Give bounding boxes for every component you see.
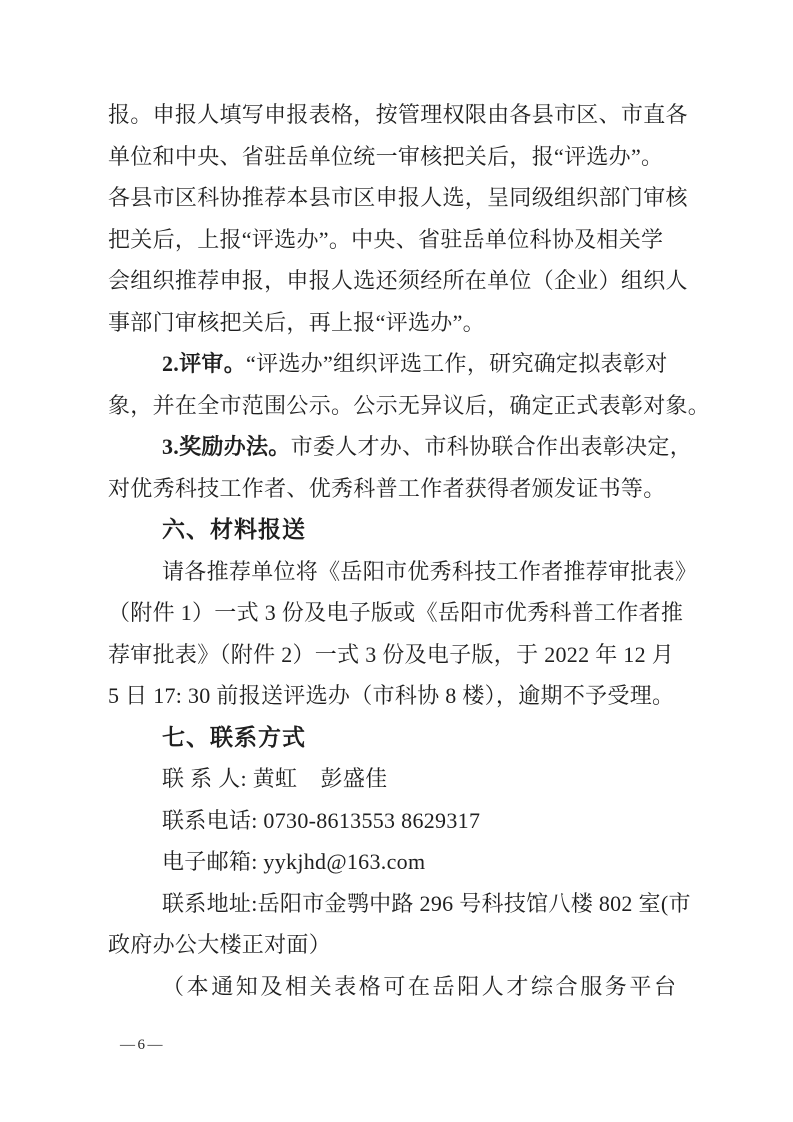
text-line: （附件 1）一式 3 份及电子版或《岳阳市优秀科普工作者推 [108, 600, 684, 625]
text-line: 联 系 人: 黄虹 彭盛佳 [162, 766, 388, 791]
text-line: 各县市区科协推荐本县市区申报人选，呈同级组织部门审核 [108, 185, 688, 210]
text-line: 会组织推荐申报，申报人选还须经所在单位（企业）组织人 [108, 268, 688, 293]
text-line: 象，并在全市范围公示。公示无异议后，确定正式表彰对象。 [108, 392, 711, 418]
text-line: 请各推荐单位将《岳阳市优秀科技工作者推荐审批表》 [162, 558, 698, 584]
text-line: 事部门审核把关后，再上报“评选办”。 [108, 309, 485, 335]
line-text: “评选办”组织评选工作，研究确定拟表彰对 [246, 351, 668, 376]
section-heading: 七、联系方式 [162, 723, 306, 750]
text-line: 电子邮箱: yykjhd@163.com [162, 849, 426, 874]
line-text: 市委人才办、市科协联合作出表彰决定， [290, 434, 693, 459]
text-line: 联系电话: 0730-8613553 8629317 [162, 807, 481, 833]
text-line: 联系地址:岳阳市金鹗中路 296 号科技馆八楼 802 室(市 [162, 890, 691, 916]
text-line: （本通知及相关表格可在岳阳人才综合服务平台 [162, 973, 679, 999]
text-line: 政府办公大楼正对面） [108, 932, 332, 957]
text-line: 5 日 17: 30 前报送评选办（市科协 8 楼），逾期不予受理。 [108, 683, 675, 708]
text-line: 单位和中央、省驻岳单位统一审核把关后，报“评选办”。 [108, 143, 664, 169]
section-heading: 六、材料报送 [162, 516, 306, 542]
text-line: 把关后，上报“评选办”。中央、省驻岳单位科协及相关学 [108, 226, 664, 252]
page-number: —6— [120, 1037, 165, 1053]
text-line [108, 343, 690, 385]
text-line [108, 426, 693, 468]
text-line: 对优秀科技工作者、优秀科普工作者获得者颁发证书等。 [108, 475, 666, 501]
bold-lead: 2.评审。 [162, 351, 247, 376]
text-line: 报。申报人填写申报表格，按管理权限由各县市区、市直各 [108, 102, 688, 127]
bold-lead: 3.奖励办法。 [162, 434, 291, 459]
text-line: 荐审批表》（附件 2）一式 3 份及电子版，于 2022 年 12 月 [108, 641, 675, 667]
document-body [108, 94, 711, 1007]
